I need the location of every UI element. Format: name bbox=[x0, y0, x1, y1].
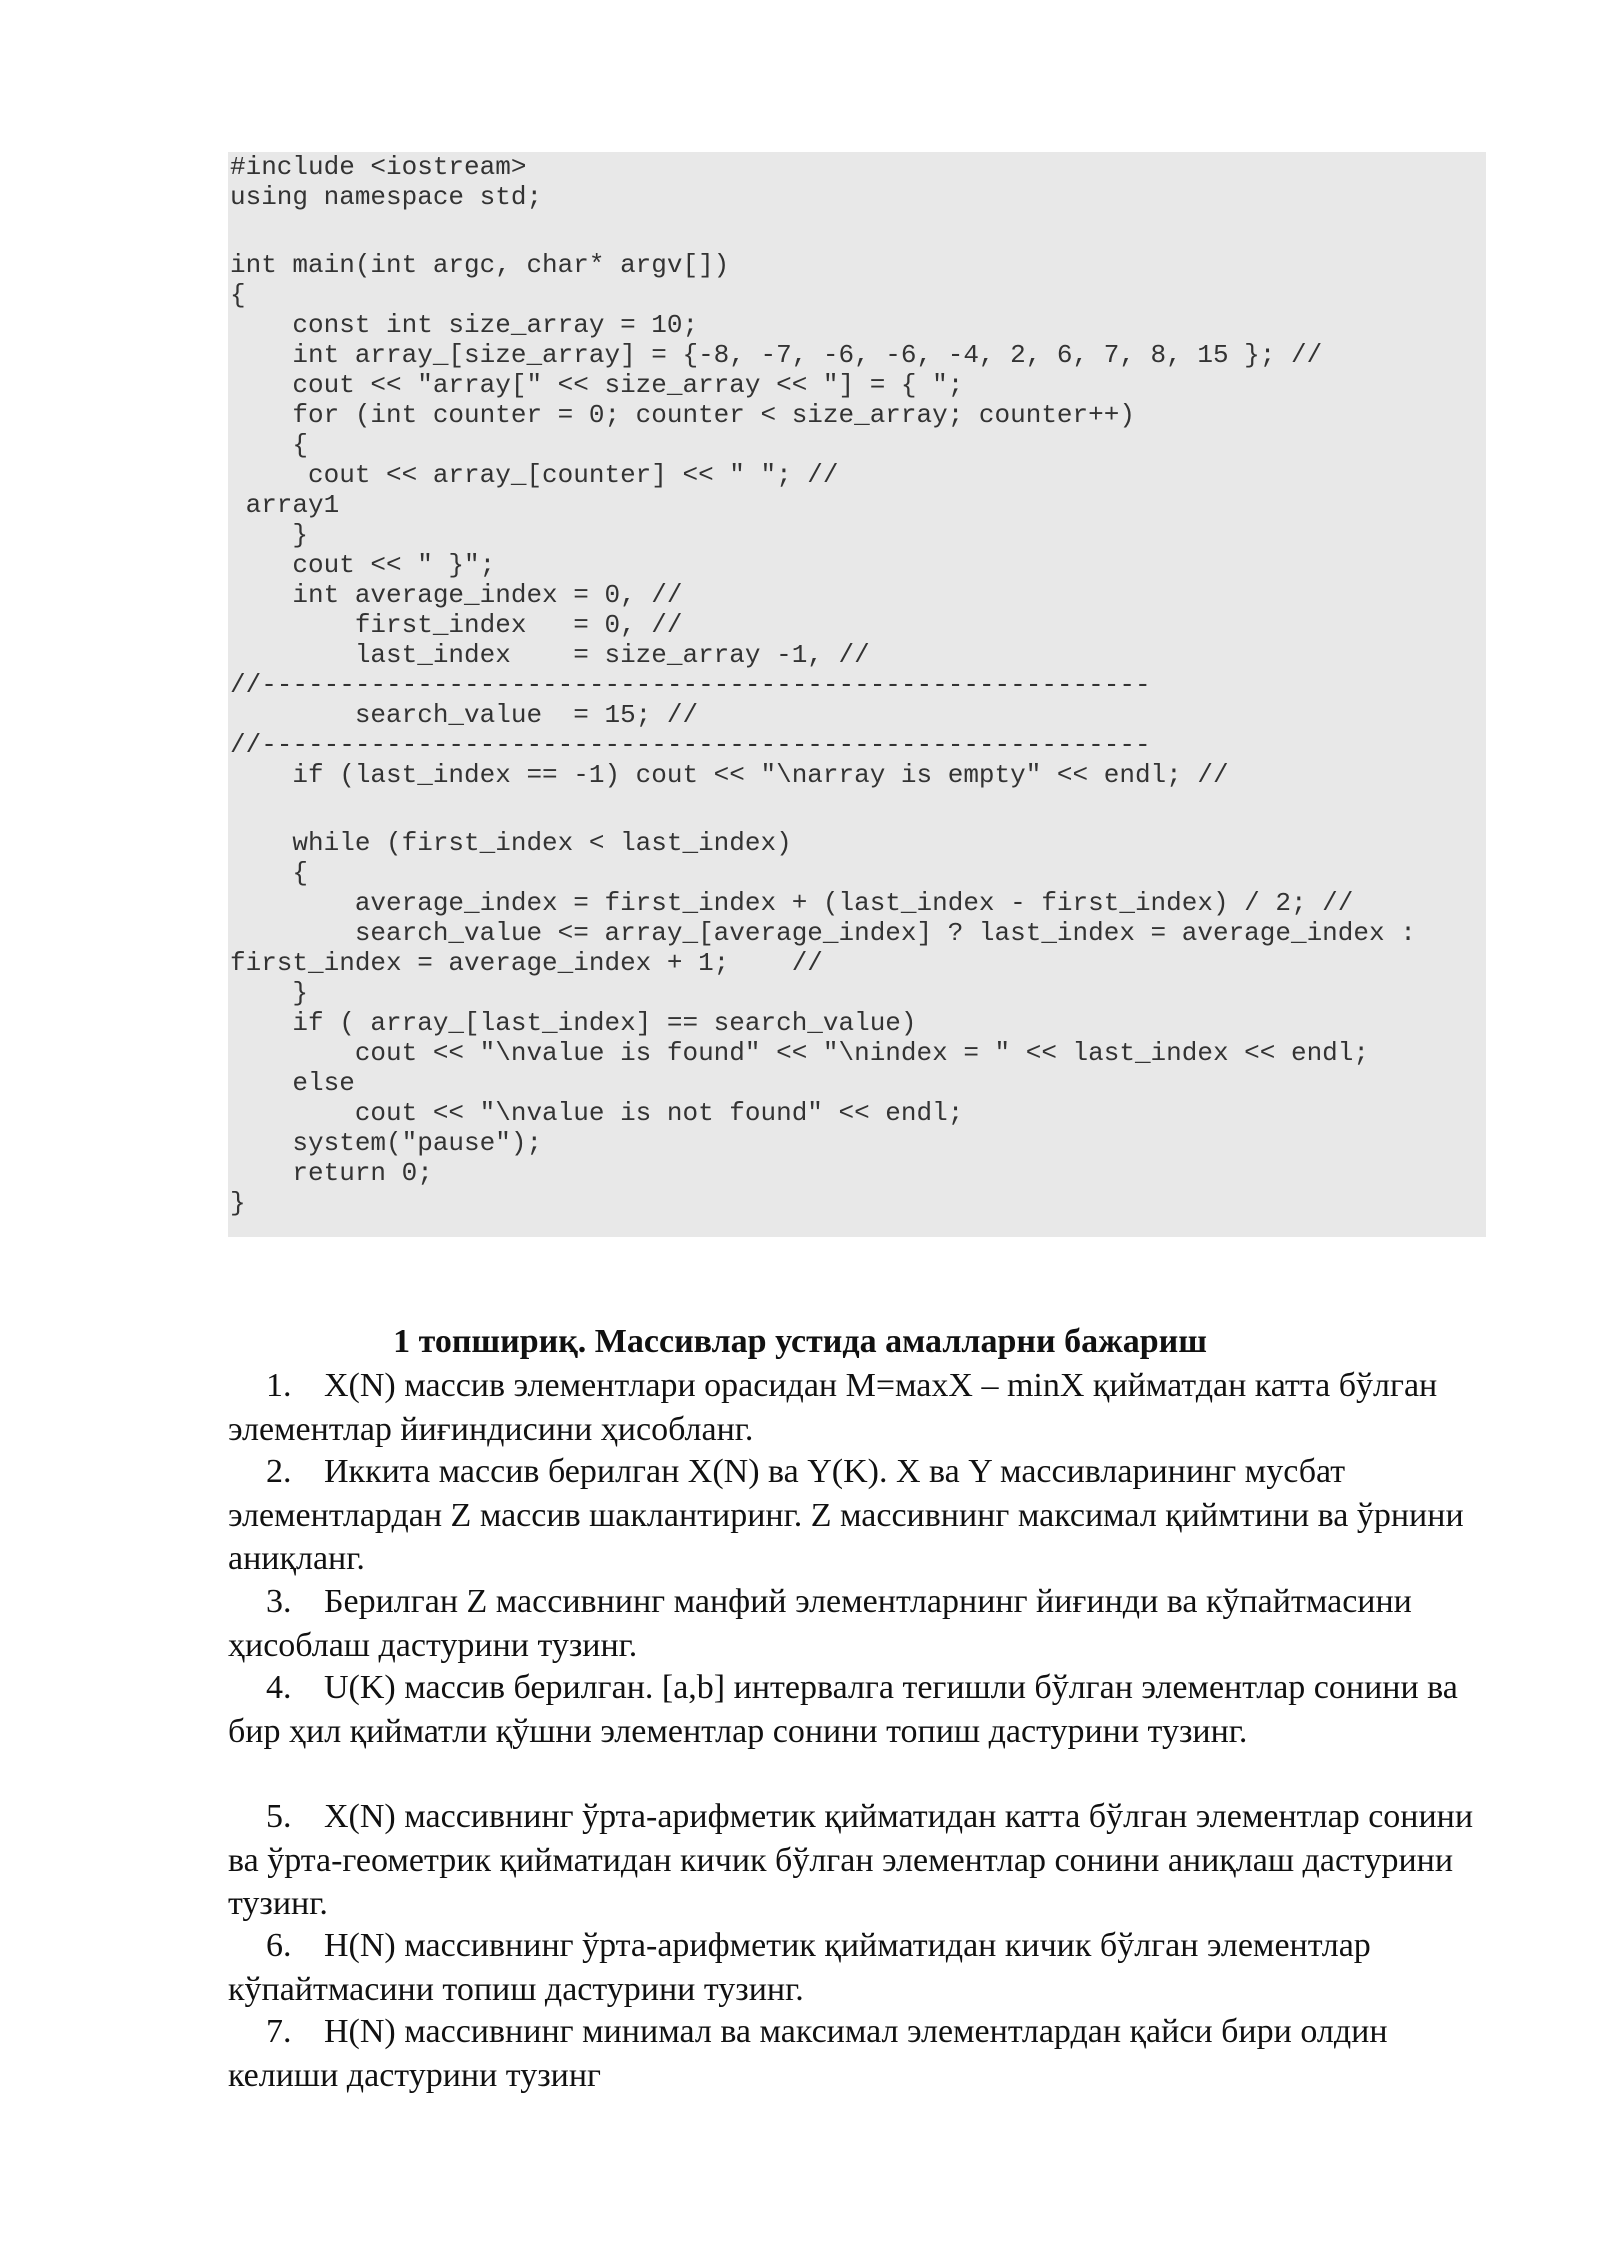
code-line: first_index = average_index + 1; // bbox=[230, 948, 823, 978]
code-line: int array_[size_array] = {-8, -7, -6, -6, -4, 2, 6, 7, 8, 15 }; // bbox=[230, 340, 1323, 370]
code-line: cout << "array[" << size_array << "] = { "; bbox=[230, 370, 964, 400]
code-line: //--------------------------------------------------------- bbox=[230, 670, 1151, 700]
task-text: H(N) массивнинг ўрта-арифметик қийматидан кичик бўлган элементлар кўпайтмасини топиш дастурини тузинг. bbox=[228, 1927, 1371, 2008]
code-line: } bbox=[230, 1188, 246, 1218]
code-line: if ( array_[last_index] == search_value) bbox=[230, 1008, 917, 1038]
code-line: { bbox=[230, 858, 309, 888]
code-line: first_index = 0, // bbox=[230, 610, 683, 640]
task-number: 3. bbox=[266, 1583, 292, 1620]
code-line: last_index = size_array -1, // bbox=[230, 640, 870, 670]
task-list-item bbox=[228, 2010, 1493, 2097]
task-list-item bbox=[228, 1450, 1493, 1581]
task-text: U(K) массив берилган. [a,b] интервалга тегишли бўлган элементлар сонини ва бир ҳил қийматли қўшни элементлар сонини топиш дастурини тузинг. bbox=[228, 1669, 1458, 1750]
code-line: cout << " }"; bbox=[230, 550, 496, 580]
code-line: //--------------------------------------------------------- bbox=[230, 730, 1151, 760]
code-line: cout << array_[counter] << " "; // bbox=[230, 460, 839, 490]
task-text: X(N) массив элементлари орасидан M=махX – minX қийматдан катта бўлган элементлар йиғиндисини ҳисобланг. bbox=[228, 1367, 1438, 1448]
task-list-item bbox=[228, 1795, 1493, 1926]
task-text: H(N) массивнинг минимал ва максимал элементлардан қайси бири олдин келиши дастурини тузинг bbox=[228, 2013, 1388, 2094]
task-list-item bbox=[228, 1924, 1493, 2011]
code-line: { bbox=[230, 430, 309, 460]
code-line: { bbox=[230, 280, 246, 310]
task-text: Иккита массив берилган X(N) ва Y(K). X ва Y массивларининг мусбат элементлардан Z массив шаклантиринг. Z массивнинг максимал қиймтини ва ўрнини аниқланг. bbox=[228, 1453, 1464, 1577]
code-line: search_value <= array_[average_index] ? last_index = average_index : bbox=[230, 918, 1416, 948]
code-line: system("pause"); bbox=[230, 1128, 543, 1158]
task-text: X(N) массивнинг ўрта-арифметик қийматидан катта бўлган элементлар сонини ва ўрта-геометрик қийматидан кичик бўлган элементлар сонини аниқлаш дастурини тузинг. bbox=[228, 1798, 1474, 1922]
task-number: 6. bbox=[266, 1927, 292, 1964]
code-line: int main(int argc, char* argv[]) bbox=[230, 250, 730, 280]
code-line: else bbox=[230, 1068, 355, 1098]
code-line: } bbox=[230, 520, 309, 550]
task-list-item bbox=[228, 1364, 1493, 1451]
task-number: 2. bbox=[266, 1453, 292, 1490]
task-text: Берилган Z массивнинг манфий элементларнинг йиғинди ва кўпайтмасини ҳисоблаш дастурини тузинг. bbox=[228, 1583, 1412, 1664]
code-line: cout << "\nvalue is found" << "\nindex = " << last_index << endl; bbox=[230, 1038, 1369, 1068]
code-line: array1 bbox=[230, 490, 340, 520]
code-line: const int size_array = 10; bbox=[230, 310, 699, 340]
code-line: if (last_index == -1) cout << "\narray is empty" << endl; // bbox=[230, 760, 1229, 790]
task-number: 5. bbox=[266, 1798, 292, 1835]
task-list-item bbox=[228, 1666, 1493, 1753]
code-block bbox=[228, 152, 1486, 1237]
code-line: } bbox=[230, 978, 309, 1008]
code-line: return 0; bbox=[230, 1158, 433, 1188]
code-line: search_value = 15; // bbox=[230, 700, 699, 730]
code-line: cout << "\nvalue is not found" << endl; bbox=[230, 1098, 964, 1128]
task-title: 1 топшириқ. Массивлар устида амалларни бажариш bbox=[393, 1323, 1207, 1360]
code-line: average_index = first_index + (last_index - first_index) / 2; // bbox=[230, 888, 1354, 918]
code-line: #include <iostream> bbox=[230, 152, 527, 182]
task-list-item bbox=[228, 1580, 1493, 1667]
code-line: using namespace std; bbox=[230, 182, 543, 212]
code-line: while (first_index < last_index) bbox=[230, 828, 792, 858]
task-number: 1. bbox=[266, 1367, 292, 1404]
task-number: 7. bbox=[266, 2013, 292, 2050]
code-line: for (int counter = 0; counter < size_array; counter++) bbox=[230, 400, 1135, 430]
task-number: 4. bbox=[266, 1669, 292, 1706]
code-line: int average_index = 0, // bbox=[230, 580, 683, 610]
